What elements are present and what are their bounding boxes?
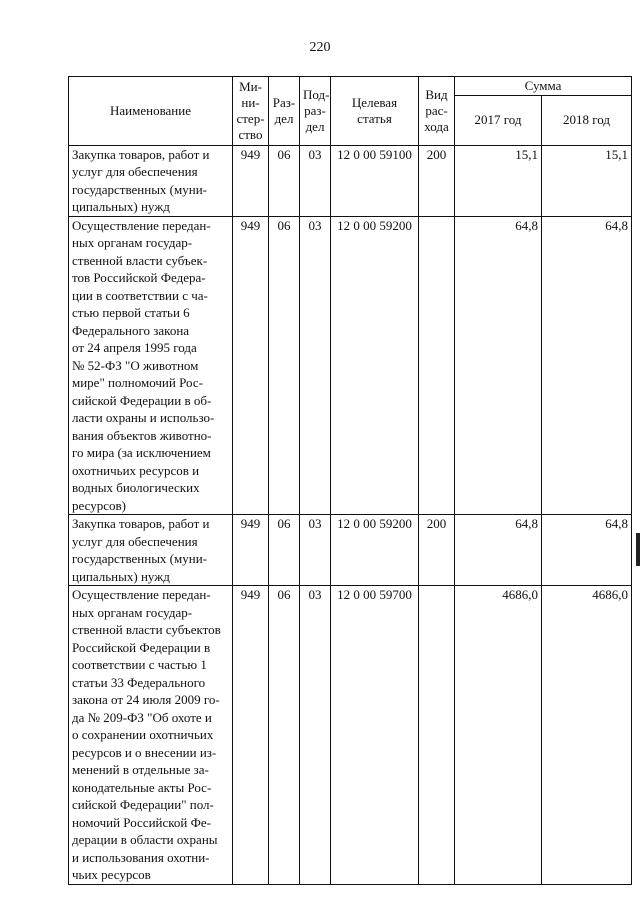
row-target: 12 0 00 59200 <box>331 216 419 515</box>
row-section: 06 <box>269 515 300 586</box>
row-2017: 64,8 <box>455 515 542 586</box>
row-expense-type: 200 <box>419 145 455 216</box>
row-subsection: 03 <box>300 216 331 515</box>
row-target: 12 0 00 59100 <box>331 145 419 216</box>
row-ministry: 949 <box>233 145 269 216</box>
table-row <box>69 145 632 216</box>
row-target: 12 0 00 59700 <box>331 586 419 885</box>
row-name: Осуществление передан- ных органам государ- ственной власти субъектов Российской Федерации в соответствии с частью 1 статьи 33 Федерального закона от 24 июля 2009 го- да № 209-ФЗ "Об охоте и о сохранении охотничьих ресурсов и о внесении из- менений в отдельные за- конодательные акты Рос- сийской Федерации" пол- номочий Российской Фе- дерации в области охраны и использования охотни- чьих ресурсов <box>69 586 233 885</box>
page-edge-marker <box>636 533 640 566</box>
row-subsection: 03 <box>300 515 331 586</box>
col-header-2017: 2017 год <box>455 95 542 145</box>
row-2017: 64,8 <box>455 216 542 515</box>
row-name: Закупка товаров, работ и услуг для обеспечения государственных (муни- ципальных) нужд <box>69 515 233 586</box>
row-name: Осуществление передан- ных органам государ- ственной власти субъек- тов Российской Федера- ции в соответствии с ча- стью первой статьи 6 Федерального закона от 24 апреля 1995 года № 52-ФЗ "О животном мире" полномочий Рос- сийской Федерации в об- ласти охраны и использо- вания объектов животно- го мира (за исключением охотничьих ресурсов и водных биологических ресурсов) <box>69 216 233 515</box>
col-header-sum: Сумма <box>455 77 632 96</box>
table-row <box>69 515 632 586</box>
col-header-2018: 2018 год <box>542 95 632 145</box>
col-header-expense-type: Вид рас- хода <box>419 77 455 146</box>
row-target: 12 0 00 59200 <box>331 515 419 586</box>
table-row <box>69 216 632 515</box>
row-2018: 15,1 <box>542 145 632 216</box>
col-header-target: Целевая статья <box>331 77 419 146</box>
col-header-name: Наименование <box>69 77 233 146</box>
table-row <box>69 586 632 885</box>
budget-table <box>68 76 632 885</box>
col-header-subsection: Под- раз- дел <box>300 77 331 146</box>
row-2017: 4686,0 <box>455 586 542 885</box>
row-section: 06 <box>269 586 300 885</box>
row-2017: 15,1 <box>455 145 542 216</box>
row-2018: 64,8 <box>542 216 632 515</box>
row-2018: 64,8 <box>542 515 632 586</box>
header-row-top <box>69 77 632 96</box>
col-header-ministry: Ми- ни- стер- ство <box>233 77 269 146</box>
row-section: 06 <box>269 216 300 515</box>
row-subsection: 03 <box>300 145 331 216</box>
row-section: 06 <box>269 145 300 216</box>
row-ministry: 949 <box>233 586 269 885</box>
row-expense-type: 200 <box>419 515 455 586</box>
row-2018: 4686,0 <box>542 586 632 885</box>
row-expense-type <box>419 586 455 885</box>
col-header-section: Раз- дел <box>269 77 300 146</box>
row-ministry: 949 <box>233 515 269 586</box>
row-expense-type <box>419 216 455 515</box>
row-subsection: 03 <box>300 586 331 885</box>
page-number: 220 <box>309 40 331 55</box>
row-ministry: 949 <box>233 216 269 515</box>
row-name: Закупка товаров, работ и услуг для обеспечения государственных (муни- ципальных) нужд <box>69 145 233 216</box>
